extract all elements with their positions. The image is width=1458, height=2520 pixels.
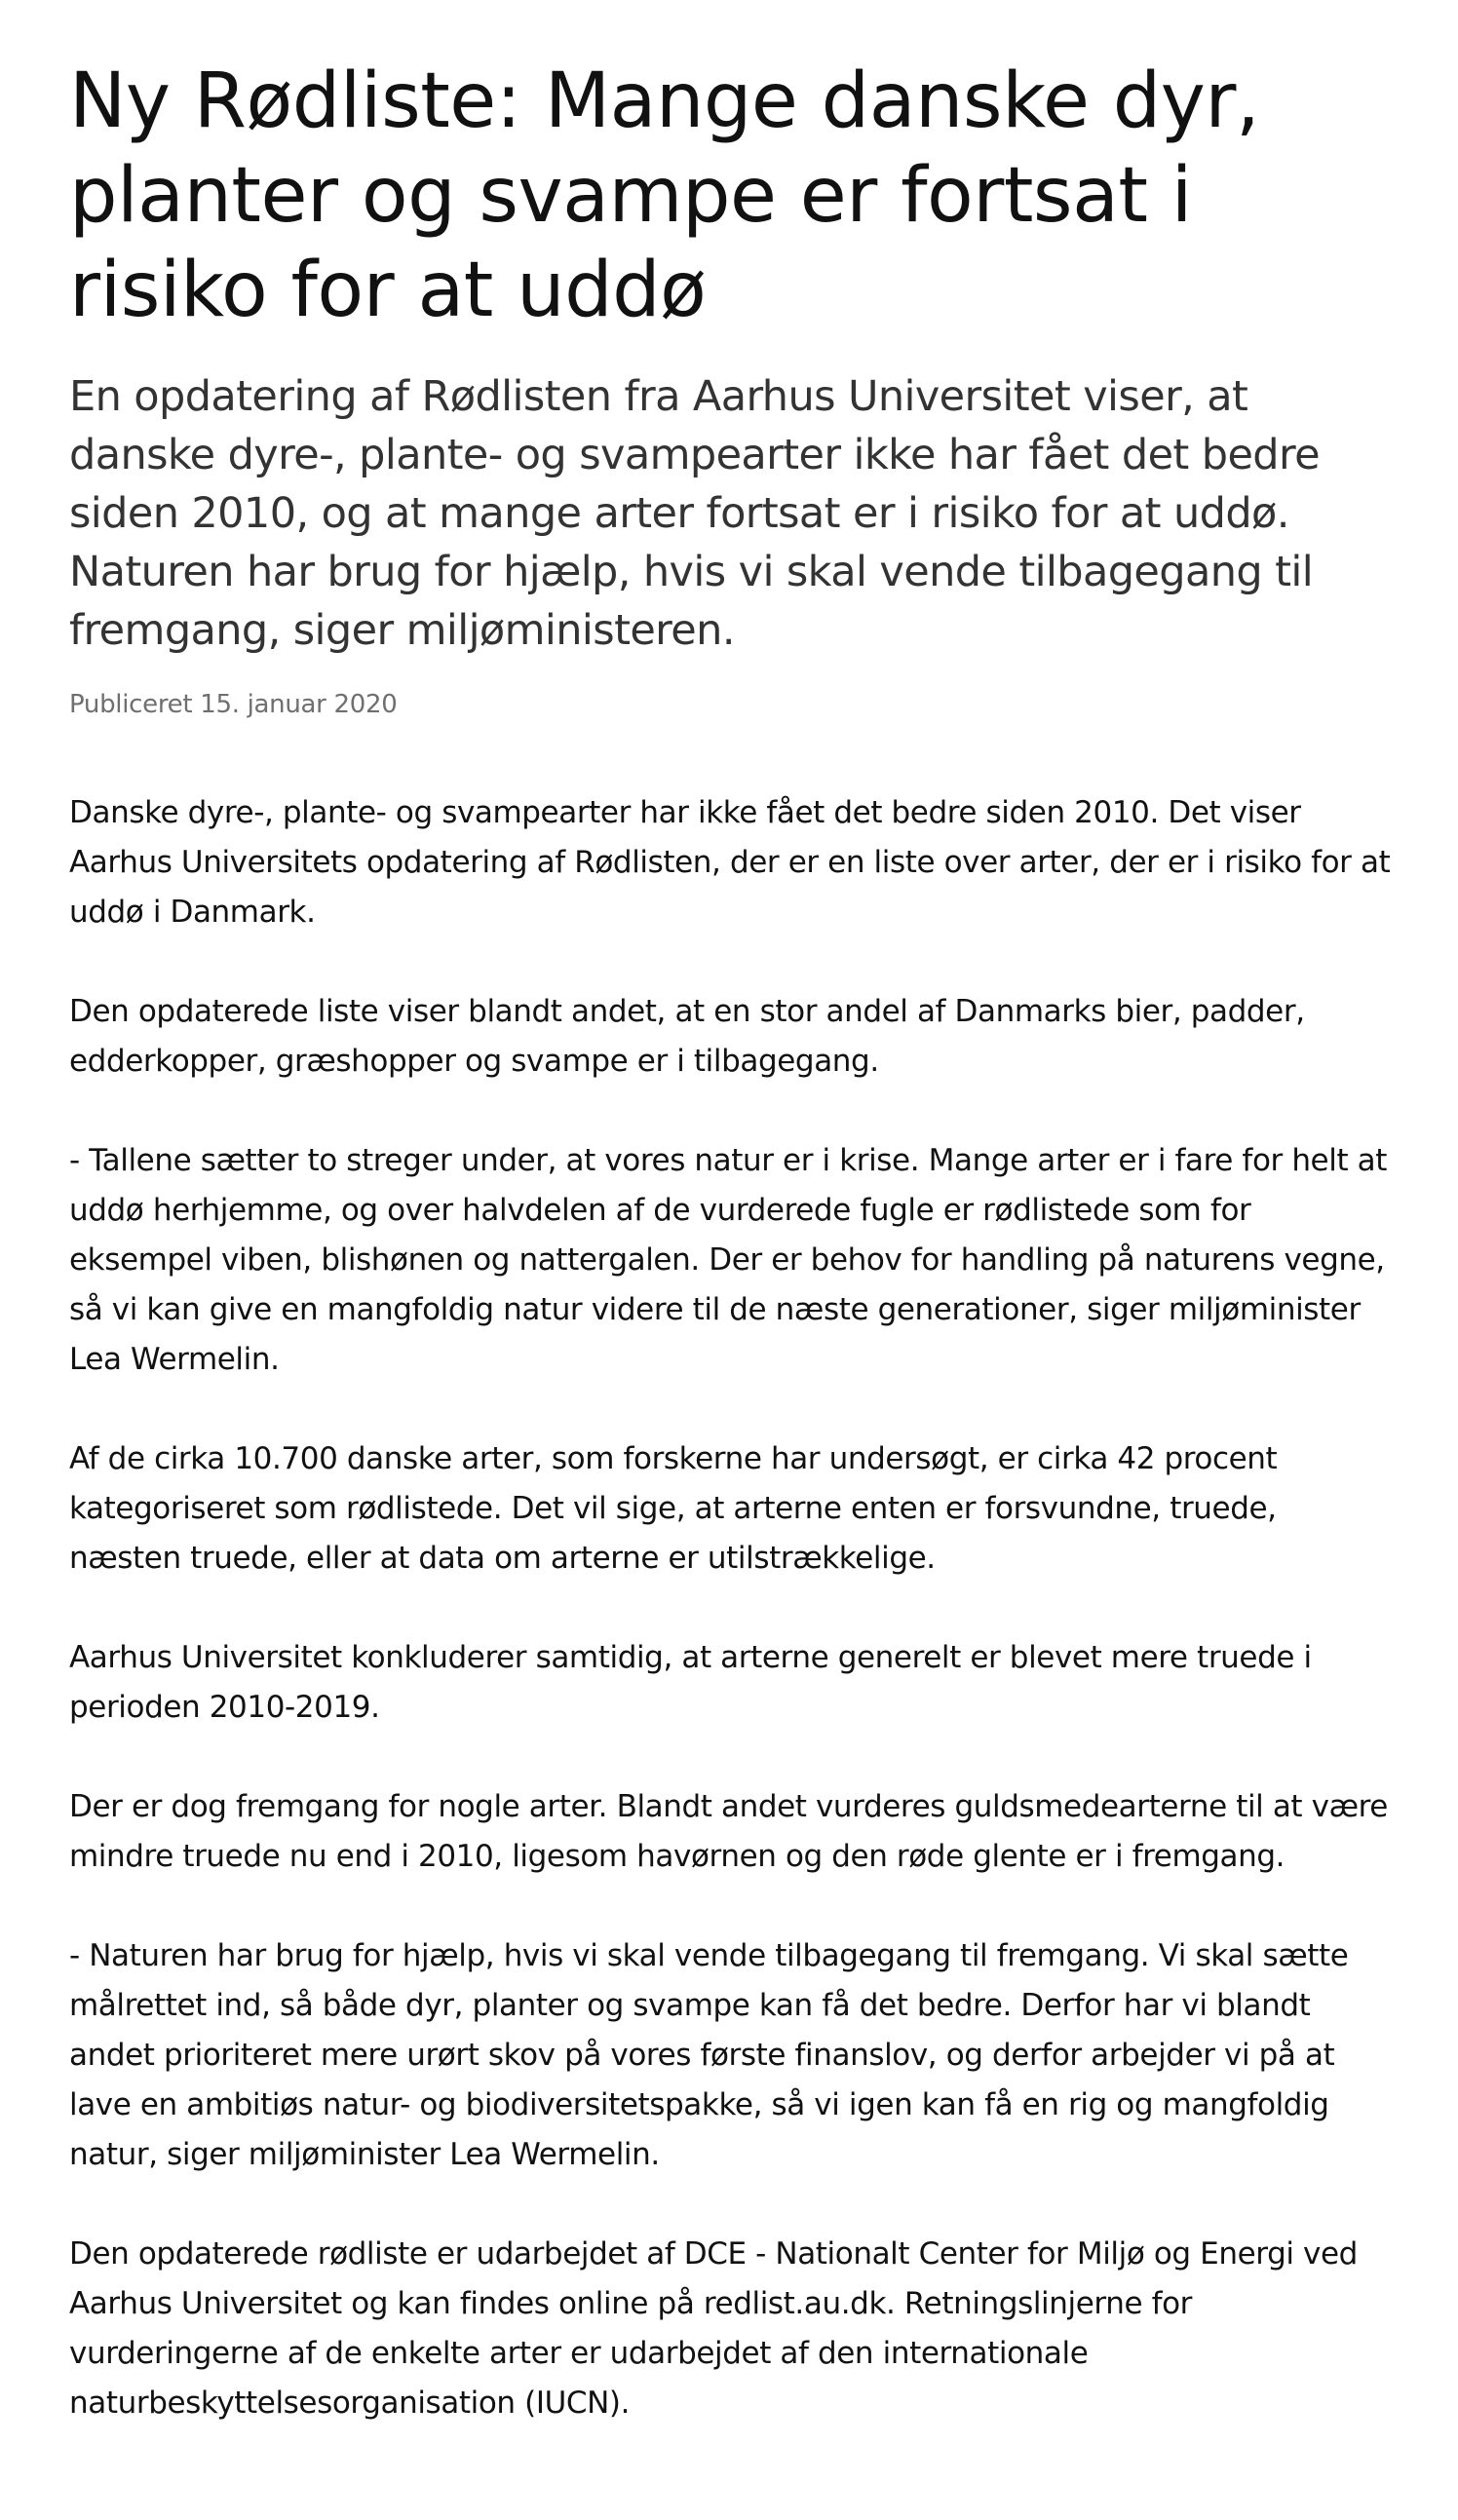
body-paragraph: Af de cirka 10.700 danske arter, som forskerne har undersøgt, er cirka 42 procent kategoriseret som rødlistede. Det vil sige, at arterne enten er forsvundne, truede, næsten truede, eller at data om arterne er utilstrækkelige.: [69, 1441, 1278, 1576]
published-date: Publiceret 15. januar 2020: [69, 690, 398, 719]
news-article: [69, 0, 1395, 2478]
body-paragraph: Danske dyre-, plante- og svampearter har ikke fået det bedre siden 2010. Det viser Aarhus Universitets opdatering af Rødlisten, der er en liste over arter, der er i risiko for at uddø i Danmark.: [69, 795, 1391, 930]
body-paragraph: Den opdaterede liste viser blandt andet, at en stor andel af Danmarks bier, padder, edderkopper, græshopper og svampe er i tilbagegang.: [69, 994, 1305, 1079]
body-paragraph: Den opdaterede rødliste er udarbejdet af DCE - Nationalt Center for Miljø og Energi ved Aarhus Universitet og kan findes online på redlist.au.dk. Retningslinjerne for vurderingerne af de enkelte arter er udarbejdet af den internationale naturbeskyttelsesorganisation (IUCN).: [69, 2236, 1358, 2421]
body-paragraph: Aarhus Universitet konkluderer samtidig, at arterne generelt er blevet mere truede i perioden 2010-2019.: [69, 1640, 1312, 1725]
article-lead: En opdatering af Rødlisten fra Aarhus Universitet viser, at danske dyre-, plante- og svampearter ikke har fået det bedre siden 2010, og at mange arter fortsat er i risiko for at uddø. Naturen har brug for hjælp, hvis vi skal vende tilbagegang til fremgang, siger miljøministeren.: [69, 372, 1320, 655]
body-paragraph: - Tallene sætter to streger under, at vores natur er i krise. Mange arter er i fare for helt at uddø herhjemme, og over halvdelen af de vurderede fugle er rødlistede som for eksempel viben, blishønen og nattergalen. Der er behov for handling på naturens vegne, så vi kan give en mangfoldig natur videre til de næste generationer, siger miljøminister Lea Wermelin.: [69, 1143, 1388, 1377]
body-paragraph: Der er dog fremgang for nogle arter. Blandt andet vurderes guldsmedearterne til at være mindre truede nu end i 2010, ligesom havørnen og den røde glente er i fremgang.: [69, 1789, 1388, 1874]
article-headline: Ny Rødliste: Mange danske dyr, planter og svampe er fortsat i risiko for at uddø: [69, 57, 1260, 334]
body-paragraph: - Naturen har brug for hjælp, hvis vi skal vende tilbagegang til fremgang. Vi skal sætte målrettet ind, så både dyr, planter og svampe kan få det bedre. Derfor har vi blandt andet prioriteret mere urørt skov på vores første finanslov, og derfor arbejder vi på at lave en ambitiøs natur- og biodiversitetspakke, så vi igen kan få en rig og mangfoldig natur, siger miljøminister Lea Wermelin.: [69, 1938, 1349, 2172]
article-body: [69, 788, 1395, 2428]
